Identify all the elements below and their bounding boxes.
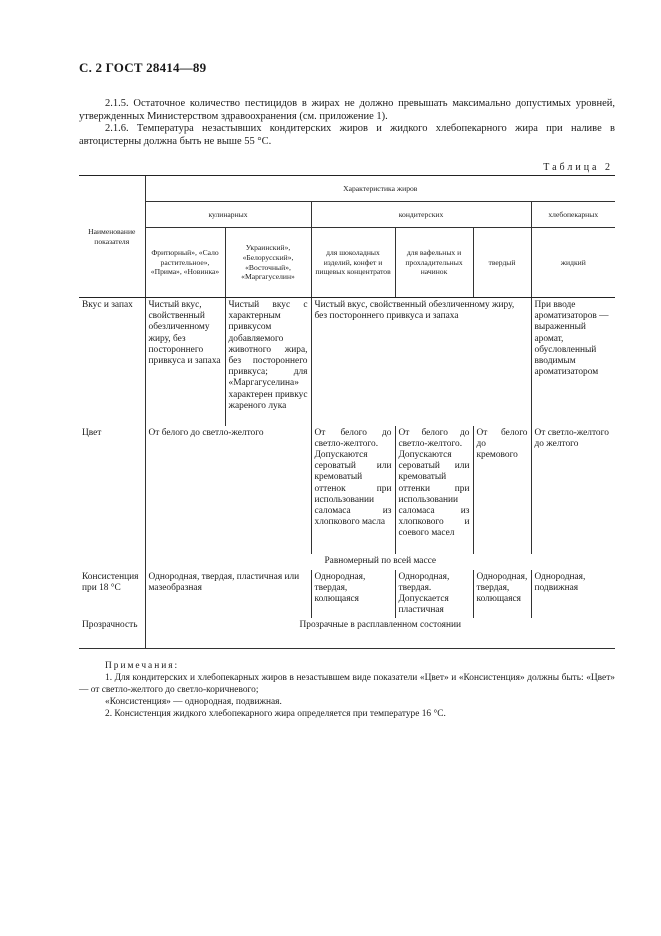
cell-consistency-conf-1: Однородная, твердая, колющаяся: [311, 570, 395, 619]
header-indicator-name: Наименование показателя: [79, 176, 145, 298]
paragraph-2-1-6: 2.1.6. Температура незастывших кондитерских жиров и жидкого хлебопекарного жира при наливе в автоцистерны должна быть не выше 55 °С.: [79, 123, 615, 147]
note-1: 1. Для кондитерских и хлебопекарных жиров в незастывшем виде показатели «Цвет» и «Консистенция» должны быть: «Цвет» — от светло-желтого до светло-коричневого;: [79, 673, 615, 695]
fat-characteristics-table: [79, 175, 615, 649]
cell-color-conf-2: От белого до светло-желтого. Допускаются сероватый или кремоватый оттенки при использовании саломаса из хлопкового и соевого масел: [395, 426, 473, 554]
table-row: [79, 426, 615, 554]
header-characteristic: Характеристика жиров: [145, 176, 615, 202]
cell-color-conf-1: От белого до светло-желтого. Допускаются сероватый или кремоватый оттенок при использовании саломаса из хлопкового масла: [311, 426, 395, 554]
header-col-conf-2: для вафельных и прохладительных начинок: [395, 228, 473, 298]
cell-consistency-conf-2: Однородная, твердая. Допускается пластичная: [395, 570, 473, 619]
note-2: 2. Консистенция жидкого хлебопекарного жира определяется при температуре 16 °С.: [105, 709, 446, 719]
cell-taste-culinary-2: Чистый вкус с характерным привкусом добавляемого животного жира, без постороннего привкуса; для «Маргагуселина» характерен привкус жареного лука: [225, 298, 311, 426]
row-name-consistency: Консистенция при 18 °С: [82, 571, 139, 593]
cell-color-bakery: От светло-желтого до желтого: [531, 426, 615, 554]
header-col-conf-1: для шоколадных изделий, конфет и пищевых концентратов: [311, 228, 395, 298]
cell-taste-confectionery: Чистый вкус, свойственный обезличенному жиру, без постороннего привкуса и запаха: [311, 298, 531, 426]
header-col-culinary-1: Фритюрный», «Сало растительное», «Прима», «Новинка»: [145, 228, 225, 298]
cell-color-culinary: От белого до светло-желтого: [145, 426, 311, 554]
header-col-bakery-1: жидкий: [531, 228, 615, 298]
table-row: [79, 554, 615, 570]
cell-taste-bakery: При вводе ароматизаторов — выраженный аромат, обусловленный вводимым ароматизатором: [531, 298, 615, 426]
table-row: [79, 570, 615, 619]
header-culinary: кулинарных: [145, 202, 311, 228]
header-bakery: хлебопекарных: [531, 202, 615, 228]
notes-title: Примечания:: [105, 661, 180, 671]
page-header: С. 2 ГОСТ 28414—89: [79, 60, 207, 75]
cell-consistency-culinary: Однородная, твердая, пластичная или мазеобразная: [145, 570, 311, 619]
table-row: [79, 618, 615, 648]
cell-transparency: Прозрачные в расплавленном состоянии: [145, 618, 615, 648]
table-notes: [79, 660, 615, 720]
cell-color-uniform: Равномерный по всей массе: [145, 554, 615, 570]
cell-consistency-bakery: Однородная, подвижная: [531, 570, 615, 619]
header-confectionery: кондитерских: [311, 202, 531, 228]
header-col-conf-3: твердый: [473, 228, 531, 298]
cell-consistency-conf-3: Однородная, твердая, колющаяся: [473, 570, 531, 619]
cell-color-conf-3: От белого до кремового: [473, 426, 531, 554]
note-1-consistency: «Консистенция» — однородная, подвижная.: [105, 697, 282, 707]
row-name-transparency: Прозрачность: [79, 618, 145, 648]
cell-taste-culinary-1: Чистый вкус, свойственный обезличенному жиру, без постороннего привкуса и запаха: [145, 298, 225, 426]
paragraph-2-1-5: 2.1.5. Остаточное количество пестицидов в жирах не должно превышать максимально допустимых уровней, утвержденных Министерством здравоохранения (см. приложение 1).: [79, 98, 615, 122]
header-col-culinary-2: Украинский», «Белорусский», «Восточный», «Маргагуселин»: [225, 228, 311, 298]
table-label: Таблица 2: [543, 162, 613, 173]
row-name-color: Цвет: [82, 427, 102, 438]
table-row: [79, 298, 615, 426]
row-name-taste: Вкус и запах: [82, 300, 133, 310]
